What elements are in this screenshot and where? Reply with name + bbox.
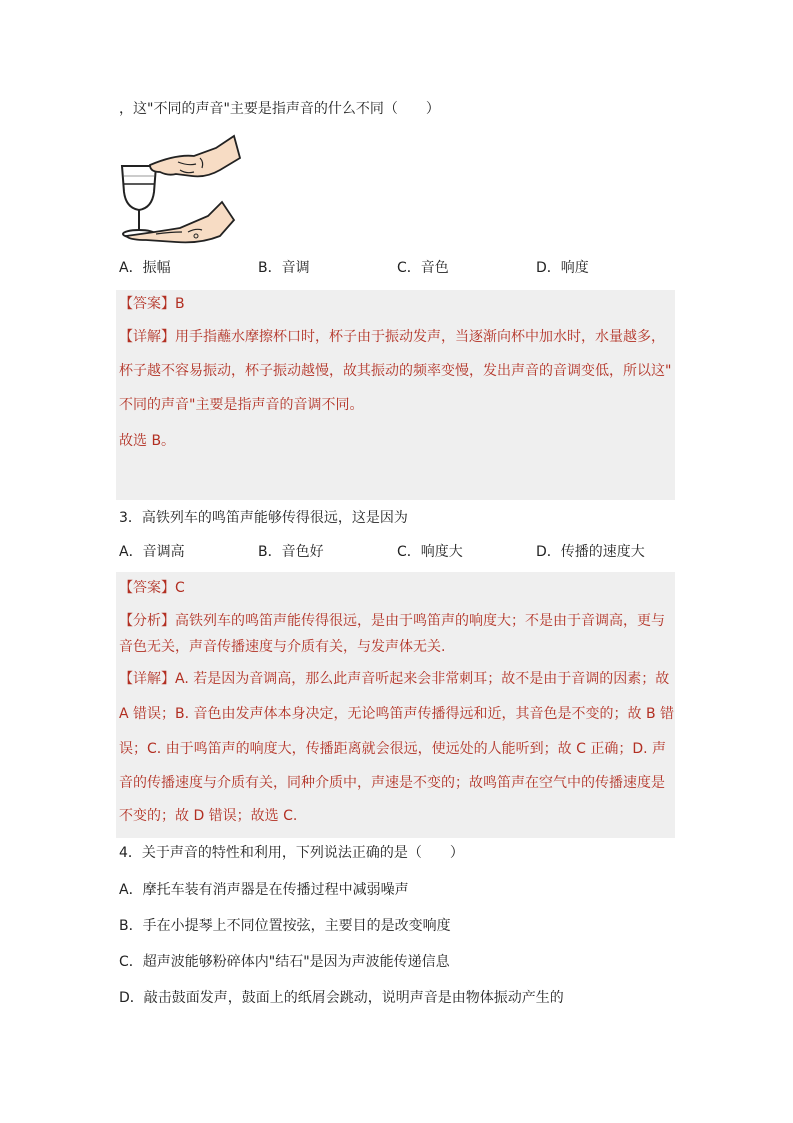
q2-option-c: C．音色: [397, 260, 449, 276]
q3-detail-line-2: A 错误；B. 音色由发声体本身决定，无论鸣笛声传播得远和近，其音色是不变的；故 B 错: [119, 706, 675, 722]
q4-option-d: D．敲击鼓面发声，鼓面上的纸屑会跳动，说明声音是由物体振动产生的: [119, 990, 564, 1006]
q3-analysis-line-1: [119, 611, 665, 631]
analysis-tag: 【分析】: [119, 613, 175, 629]
q3-analysis-line-2: 音色无关，声音传播速度与介质有关，与发声体无关.: [119, 639, 446, 655]
q4-stem: 4．关于声音的特性和利用，下列说法正确的是（ ）: [119, 845, 464, 861]
q3-option-a: A．音调高: [119, 544, 185, 560]
q4-option-c: C．超声波能够粉碎体内"结石"是因为声波能传递信息: [119, 954, 450, 970]
answer-tag: 【答案】: [119, 296, 175, 312]
q2-detail-line-3: 不同的声音"主要是指声音的音调不同。: [119, 397, 364, 413]
q3-detail-line-4: 音的传播速度与介质有关，同种介质中，声速是不变的；故鸣笛声在空气中的传播速度是: [119, 775, 665, 791]
q4-option-b: B．手在小提琴上不同位置按弦，主要目的是改变响度: [119, 918, 451, 934]
q2-detail-line-2: 杯子越不容易振动，杯子振动越慢，故其振动的频率变慢，发出声音的音调变低，所以这": [119, 363, 672, 379]
q3-detail-line-3: 误；C. 由于鸣笛声的响度大，传播距离就会很远，使远处的人能听到；故 C 正确；D. 声: [119, 741, 667, 757]
q2-stem: ，这"不同的声音"主要是指声音的什么不同（ ）: [119, 101, 440, 117]
detail-text: 用手指蘸水摩擦杯口时，杯子由于振动发声，当逐渐向杯中加水时，水量越多，: [175, 329, 665, 345]
q3-detail-line-5: 不变的；故 D 错误；故选 C.: [119, 808, 298, 824]
detail-tag: 【详解】: [119, 329, 175, 345]
wine-glass-hands-illustration: [116, 132, 244, 244]
q2-option-d: D．响度: [536, 260, 589, 276]
answer-value: C: [175, 580, 185, 596]
q4-option-a: A．摩托车装有消声器是在传播过程中减弱噪声: [119, 882, 409, 898]
answer-tag: 【答案】: [119, 580, 175, 596]
answer-value: B: [175, 296, 185, 312]
q3-answer: [119, 578, 185, 598]
q3-stem: 3．高铁列车的鸣笛声能够传得很远，这是因为: [119, 510, 408, 526]
q3-option-d: D．传播的速度大: [536, 544, 645, 560]
q2-option-a: A．振幅: [119, 260, 171, 276]
q2-option-b: B．音调: [258, 260, 310, 276]
q2-detail-line-4: 故选 B。: [119, 433, 176, 449]
detail-text: A. 若是因为音调高，那么此声音听起来会非常刺耳；故不是由于音调的因素；故: [175, 671, 670, 687]
wine-glass-hands-icon: [116, 132, 244, 244]
q3-option-c: C．响度大: [397, 544, 463, 560]
detail-tag: 【详解】: [119, 671, 175, 687]
q3-option-b: B．音色好: [258, 544, 324, 560]
q3-detail-line-1: [119, 669, 669, 689]
q2-detail-line-1: [119, 327, 665, 347]
analysis-text: 高铁列车的鸣笛声能传得很远，是由于鸣笛声的响度大；不是由于音调高，更与: [175, 613, 665, 629]
q2-answer: [119, 294, 185, 314]
